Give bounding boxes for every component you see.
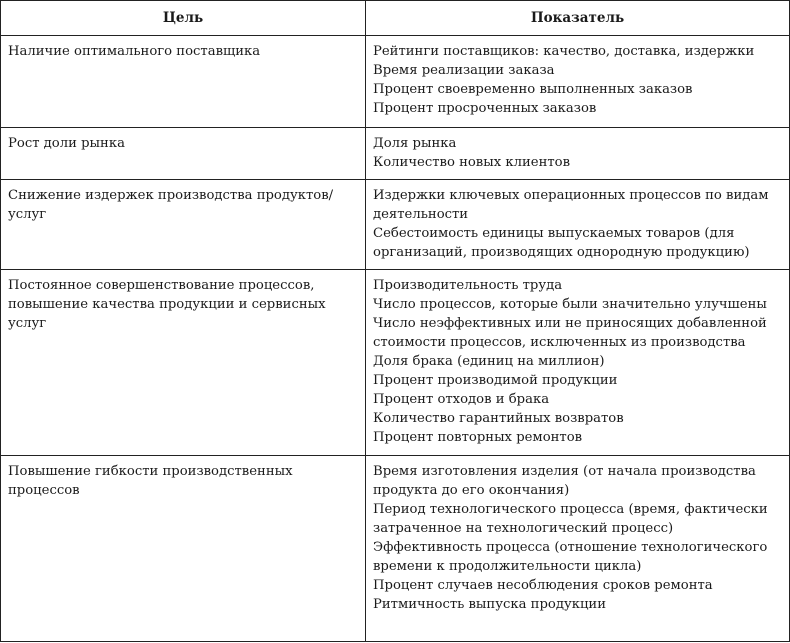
indicator-item: Период технологического процесса (время, фактически затраченное на технологический процесс) xyxy=(373,502,768,536)
indicators-cell xyxy=(366,456,790,642)
indicator-item: Количество гарантийных возвратов xyxy=(373,411,624,426)
column-header-indicator: Показатель xyxy=(366,1,790,36)
goal-cell: Повышение гибкости производственных процессов xyxy=(1,456,366,642)
goal-cell: Постоянное совершенствование процессов, повышение качества продукции и сервисных услуг xyxy=(1,270,366,456)
indicator-item: Издержки ключевых операционных процессов по видам деятельности xyxy=(373,188,769,222)
indicator-item: Число процессов, которые были значительно улучшены xyxy=(373,297,767,312)
table-row xyxy=(1,128,790,180)
indicator-item: Доля брака (единиц на миллион) xyxy=(373,354,605,369)
indicator-item: Время изготовления изделия (от начала производства продукта до его окончания) xyxy=(373,464,756,498)
indicators-cell xyxy=(366,36,790,128)
table-row xyxy=(1,180,790,270)
indicator-item: Процент просроченных заказов xyxy=(373,101,597,116)
indicators-cell xyxy=(366,128,790,180)
indicator-item: Эффективность процесса (отношение технологического времени к продолжительности цикла) xyxy=(373,540,768,574)
indicator-item: Процент своевременно выполненных заказов xyxy=(373,82,693,97)
indicator-item: Процент отходов и брака xyxy=(373,392,550,407)
indicators-cell xyxy=(366,270,790,456)
goal-cell: Снижение издержек производства продуктов/услуг xyxy=(1,180,366,270)
indicator-item: Процент случаев несоблюдения сроков ремонта xyxy=(373,578,713,593)
indicators-cell xyxy=(366,180,790,270)
goal-cell: Наличие оптимального поставщика xyxy=(1,36,366,128)
table-row xyxy=(1,270,790,456)
goal-cell: Рост доли рынка xyxy=(1,128,366,180)
indicator-item: Ритмичность выпуска продукции xyxy=(373,597,607,612)
column-header-goal: Цель xyxy=(1,1,366,36)
indicator-item: Процент производимой продукции xyxy=(373,373,618,388)
indicator-item: Процент повторных ремонтов xyxy=(373,430,583,445)
table-row xyxy=(1,36,790,128)
table-header-row xyxy=(1,1,790,36)
indicator-item: Число неэффективных или не приносящих добавленной стоимости процессов, исключенных из производства xyxy=(373,316,767,350)
indicator-item: Рейтинги поставщиков: качество, доставка, издержки xyxy=(373,44,755,59)
indicator-item: Время реализации заказа xyxy=(373,63,555,78)
indicator-item: Доля рынка xyxy=(373,136,457,151)
table-row xyxy=(1,456,790,642)
indicator-item: Производительность труда xyxy=(373,278,563,293)
indicator-item: Себестоимость единицы выпускаемых товаров (для организаций, производящих однородную продукцию) xyxy=(373,226,750,260)
indicator-item: Количество новых клиентов xyxy=(373,155,571,170)
